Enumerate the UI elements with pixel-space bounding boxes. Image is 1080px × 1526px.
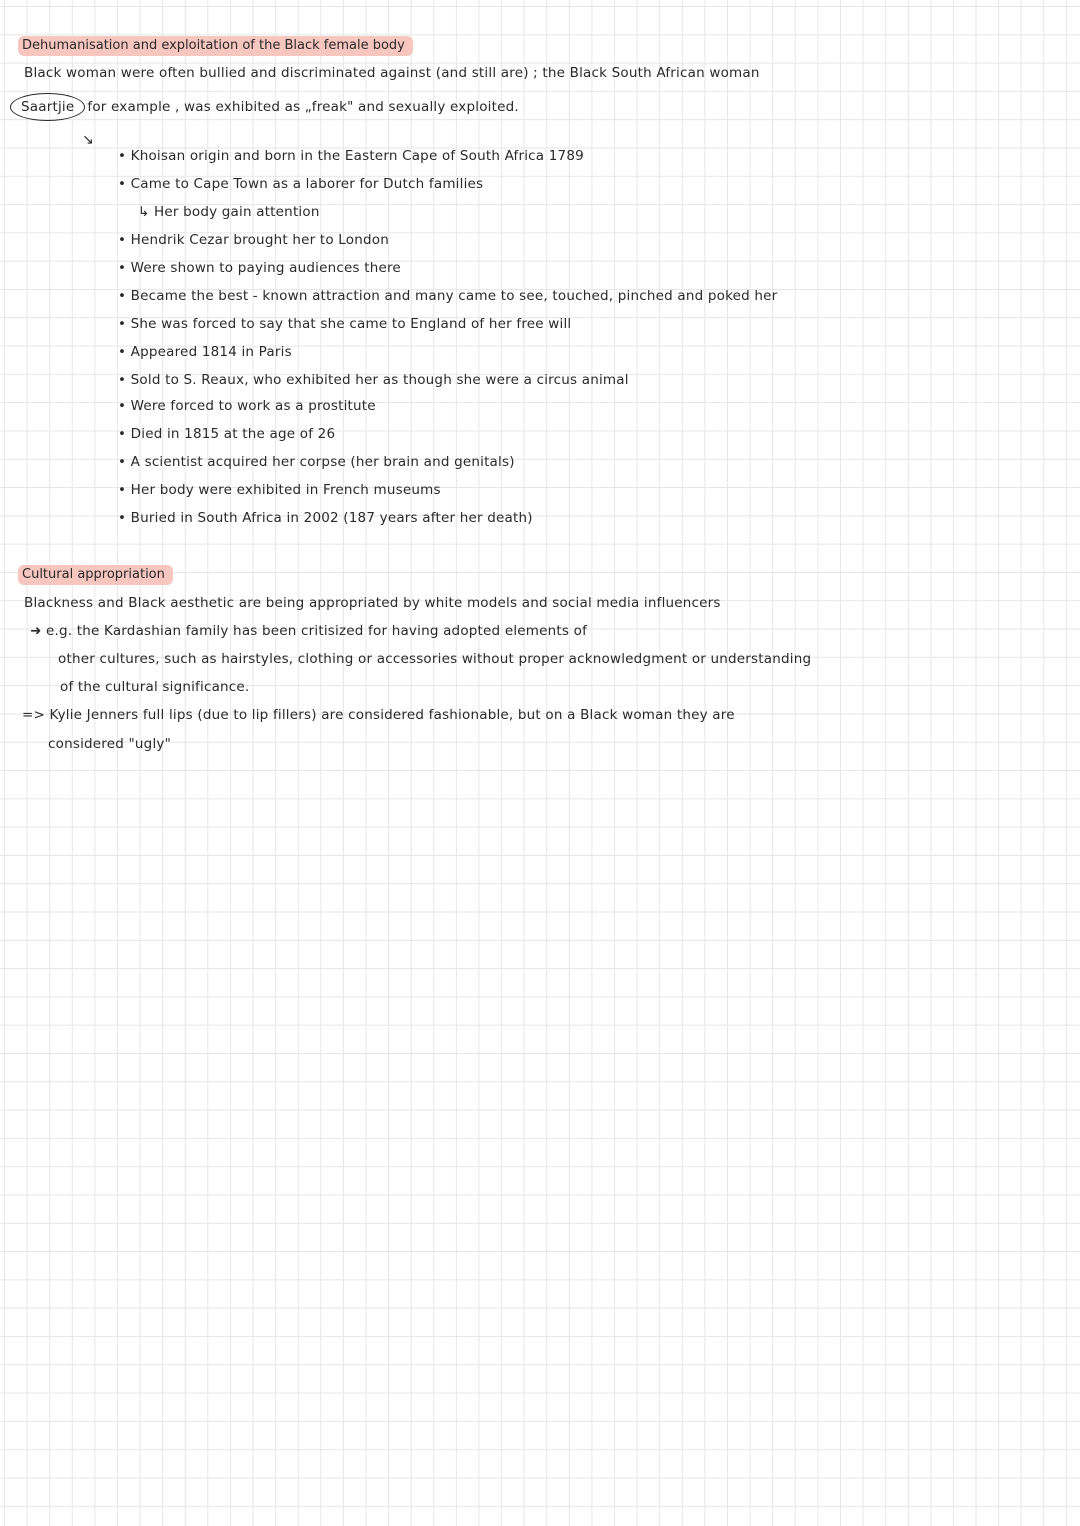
bullet-item: • Came to Cape Town as a laborer for Dutch families: [118, 176, 484, 192]
bullet-subitem: ↳ Her body gain attention: [138, 204, 320, 220]
bullet-item: • A scientist acquired her corpse (her brain and genitals): [118, 454, 515, 470]
bullet-item: • Became the best - known attraction and many came to see, touched, pinched and poked her: [118, 288, 778, 304]
bullet-item: • Hendrik Cezar brought her to London: [118, 232, 389, 248]
intro-text-line-2-rest: for example , was exhibited as „freak" and sexually exploited.: [87, 99, 519, 115]
bullet-item: • Sold to S. Reaux, who exhibited her as though she were a circus animal: [118, 372, 629, 388]
bullet-item: • Died in 1815 at the age of 26: [118, 426, 336, 442]
cultural-text-line-5: => Kylie Jenners full lips (due to lip fillers) are considered fashionable, but on a Black woman they are: [22, 707, 735, 723]
intro-text-line-1: Black woman were often bullied and discriminated against (and still are) ; the Black South African woman: [24, 65, 760, 81]
bullet-item: • Buried in South Africa in 2002 (187 years after her death): [118, 510, 533, 526]
bullet-item: • She was forced to say that she came to England of her free will: [118, 316, 572, 332]
circled-name-saartjie: Saartjie: [10, 93, 85, 121]
section-heading-dehumanisation: Dehumanisation and exploitation of the Black female body: [18, 36, 413, 56]
cultural-text-line-2: ➜ e.g. the Kardashian family has been critisized for having adopted elements of: [30, 623, 588, 639]
cultural-text-line-3: other cultures, such as hairstyles, clothing or accessories without proper acknowledgment or understanding: [58, 651, 812, 667]
bullet-item: • Her body were exhibited in French museums: [118, 482, 441, 498]
section-heading-cultural-appropriation: Cultural appropriation: [18, 565, 173, 585]
bullet-item: • Khoisan origin and born in the Eastern Cape of South Africa 1789: [118, 148, 584, 164]
bullet-item: • Were forced to work as a prostitute: [118, 398, 376, 414]
bullet-item: • Were shown to paying audiences there: [118, 260, 401, 276]
cultural-text-line-4: of the cultural significance.: [60, 679, 250, 695]
bullet-item: • Appeared 1814 in Paris: [118, 344, 292, 360]
cultural-text-line-6: considered "ugly": [48, 736, 172, 752]
arrow-down-right-icon: ↘: [82, 132, 94, 148]
cultural-text-line-1: Blackness and Black aesthetic are being appropriated by white models and social media influencers: [24, 595, 721, 611]
intro-text-line-2: [21, 93, 519, 121]
